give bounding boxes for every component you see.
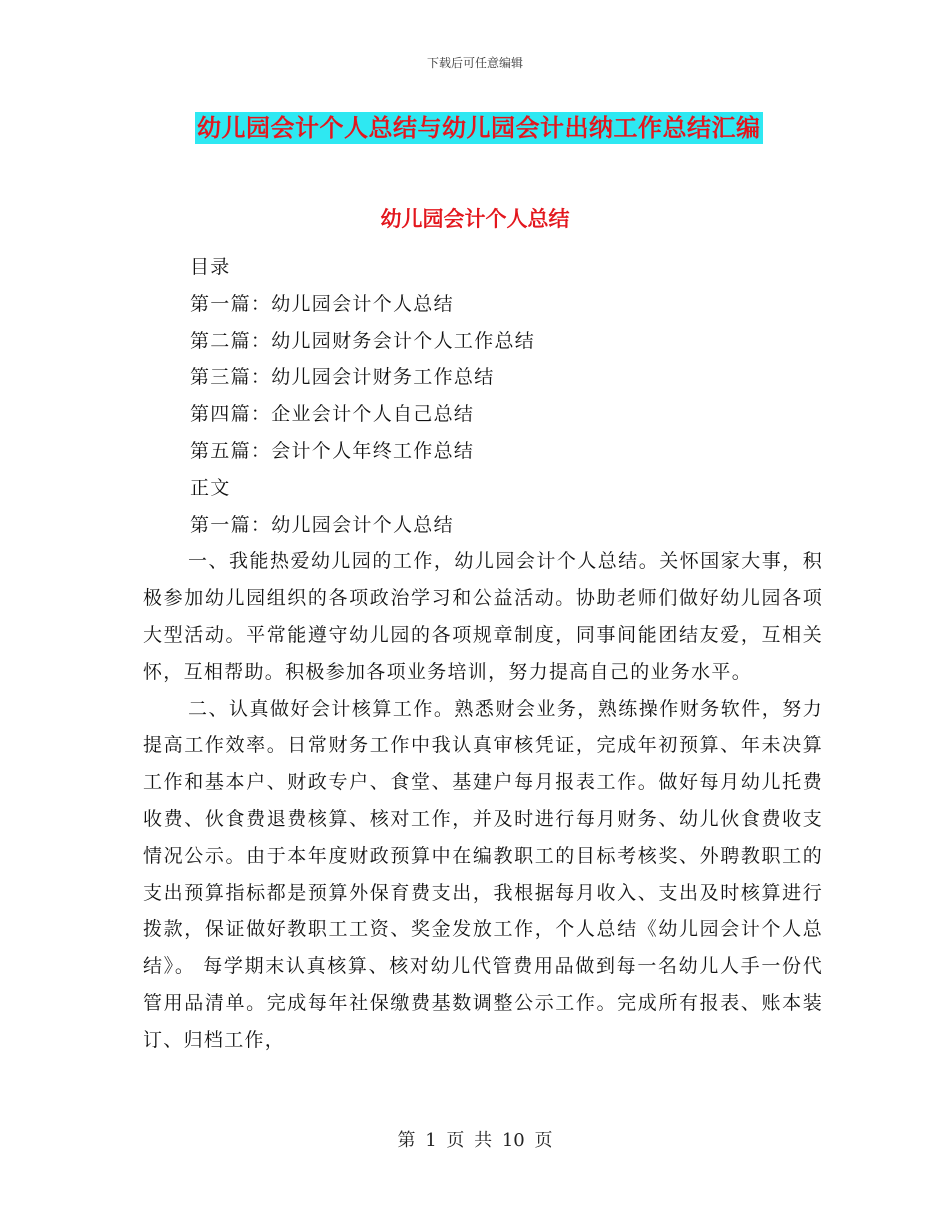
section-title: 第一篇：幼儿园会计个人总结: [190, 513, 454, 536]
toc-item-4: 第四篇：企业会计个人自己总结: [190, 403, 475, 426]
header-note: 下载后可任意编辑: [426, 56, 523, 70]
document-sub-title: 幼儿园会计个人总结: [380, 207, 570, 231]
toc-item-2: 第二篇：幼儿园财务会计个人工作总结: [190, 329, 536, 352]
document-main-title: 幼儿园会计个人总结与幼儿园会计出纳工作总结汇编: [197, 114, 761, 142]
toc-heading: 目录: [190, 256, 231, 278]
paragraph-2: 二、认真做好会计核算工作。熟悉财会业务，熟练操作财务软件，努力提高工作效率。日常财务工作中我认真审核凭证，完成年初预算、年未决算工作和基本户、财政专户、食堂、基建户每月报表工作。做好每月幼儿托费收费、伙食费退费核算、核对工作，并及时进行每月财务、幼儿伙食费收支情况公示。由于本年度财政预算中在编教职工的目标考核奖、外聘教职工的支出预算指标都是预算外保育费支出，我根据每月收入、支出及时核算进行拨款，保证做好教职工工资、奖金发放工作，个人总结《幼儿园会计个人总结》。 每学期末认真核算、核对幼儿代管费用品做到每一名幼儿人手一份代管用品清单。完成每年社保缴费基数调整公示工作。完成所有报表、账本装订、归档工作，: [143, 697, 823, 1051]
page-number: 第 1 页 共 10 页: [397, 1130, 553, 1151]
toc-item-3: 第三篇：幼儿园会计财务工作总结: [190, 366, 495, 389]
paragraph-1: 一、我能热爱幼儿园的工作，幼儿园会计个人总结。关怀国家大事，积极参加幼儿园组织的各项政治学习和公益活动。协助老师们做好幼儿园各项大型活动。平常能遵守幼儿园的各项规章制度，同事间能团结友爱，互相关怀，互相帮助。积极参加各项业务培训，努力提高自己的业务水平。: [143, 550, 823, 683]
document-body: [143, 249, 823, 1059]
toc-item-1: 第一篇：幼儿园会计个人总结: [190, 292, 454, 315]
toc-item-5: 第五篇：会计个人年终工作总结: [190, 439, 475, 462]
body-heading: 正文: [190, 476, 231, 499]
